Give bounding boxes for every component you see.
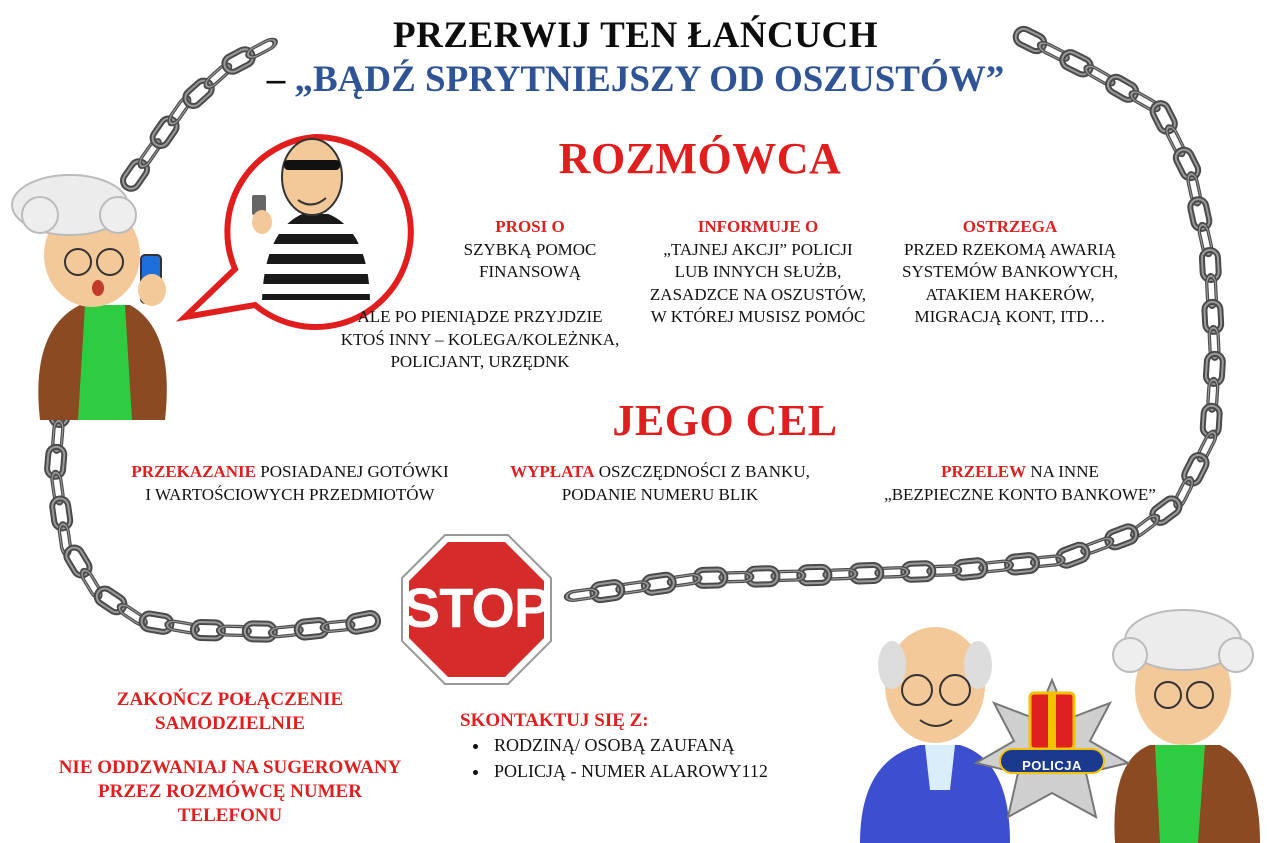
advice-no-callback — [20, 756, 440, 828]
caller-asks-line: SZYBKĄ POMOC — [463, 239, 597, 259]
goal-transfer-line2: „BEZPIECZNE KONTO BANKOWE” — [884, 484, 1156, 504]
caller-note-line: KTOŚ INNY – KOLEGA/KOLEŻNKA, — [340, 329, 620, 349]
caller-informs-label: INFORMUJE O — [697, 217, 819, 236]
subtitle-dash: – — [266, 59, 295, 100]
grandmother-right-illustration — [1113, 610, 1260, 843]
stop-sign-label: STOP — [402, 576, 551, 639]
caller-heading: ROZMÓWCA — [558, 134, 842, 183]
goal-transfer — [840, 461, 1200, 506]
advice-no-callback-line: NIE ODDZWANIAJ NA SUGEROWANY — [58, 757, 402, 778]
goal-transfer-label: PRZELEW — [941, 462, 1027, 481]
goal-handover-line2: I WARTOŚCIOWYCH PRZEDMIOTÓW — [145, 484, 435, 504]
caller-asks-note — [300, 306, 660, 374]
chain-link — [120, 158, 150, 192]
caller-warns — [880, 216, 1140, 329]
contact-heading: SKONTAKTUJ SIĘ Z: — [460, 710, 649, 731]
goal-withdrawal-line2: PODANIE NUMERU BLIK — [561, 484, 759, 504]
contact-section — [460, 710, 880, 784]
advice-no-callback-line: TELEFONU — [177, 805, 283, 826]
goal-transfer-text: NA INNE — [1026, 462, 1099, 481]
goal-withdrawal — [480, 461, 840, 506]
goal-withdrawal-text: OSZCZĘDNOŚCI Z BANKU, — [594, 462, 810, 481]
caller-warns-line: PRZED RZEKOMĄ AWARIĄ — [903, 239, 1117, 259]
scammer-illustration — [185, 137, 411, 327]
goal-handover-text: POSIADANEJ GOTÓWKI — [256, 462, 449, 481]
caller-note-line: ALE PO PIENIĄDZE PRZYJDZIE — [357, 307, 603, 326]
page-subtitle — [0, 58, 1271, 101]
caller-informs — [628, 216, 888, 329]
caller-informs-line: LUB INNYCH SŁUŻB, — [674, 262, 842, 281]
advice-end-call — [60, 688, 400, 736]
caller-asks — [420, 216, 640, 284]
police-badge-label: POLICJA — [1022, 758, 1082, 773]
caller-warns-line: ATAKIEM HAKERÓW, — [925, 284, 1095, 304]
advice-end-call-line: SAMODZIELNIE — [155, 713, 305, 734]
caller-asks-line: FINANSOWĄ — [479, 262, 581, 281]
advice-end-call-line: ZAKOŃCZ POŁĄCZENIE — [116, 689, 344, 710]
stop-sign-icon — [400, 533, 553, 686]
caller-note-line: POLICJANT, URZĘDNK — [390, 352, 570, 371]
grandmother-illustration — [12, 175, 167, 420]
subtitle-quote: „BĄDŹ SPRYTNIEJSZY OD OSZUSTÓW” — [294, 59, 1005, 100]
goal-handover — [110, 461, 470, 506]
caller-asks-label: PROSI O — [495, 217, 565, 236]
caller-informs-line: „TAJNEJ AKCJI” POLICJI — [663, 239, 853, 259]
caller-warns-line: SYSTEMÓW BANKOWYCH, — [902, 262, 1118, 281]
goal-heading: JEGO CEL — [612, 396, 838, 445]
goal-withdrawal-label: WYPŁATA — [510, 462, 595, 481]
caller-warns-line: MIGRACJĄ KONT, ITD… — [914, 307, 1106, 326]
caller-informs-line: ZASADZCE NA OSZUSTÓW, — [649, 284, 867, 304]
grandfather-illustration — [860, 627, 1010, 843]
chain-link — [149, 115, 179, 149]
contact-item: • POLICJĄ - NUMER ALAROWY112 — [490, 758, 880, 784]
caller-warns-label: OSTRZEGA — [962, 217, 1058, 236]
contact-item: • RODZINĄ/ OSOBĄ ZAUFANĄ — [490, 732, 880, 758]
caller-informs-line: W KTÓREJ MUSISZ POMÓC — [650, 307, 866, 326]
goal-handover-label: PRZEKAZANIE — [131, 462, 257, 481]
contact-list — [460, 732, 880, 784]
advice-no-callback-line: PRZEZ ROZMÓWCĘ NUMER — [98, 781, 362, 802]
page-title: PRZERWIJ TEN ŁAŃCUCH — [393, 15, 878, 56]
